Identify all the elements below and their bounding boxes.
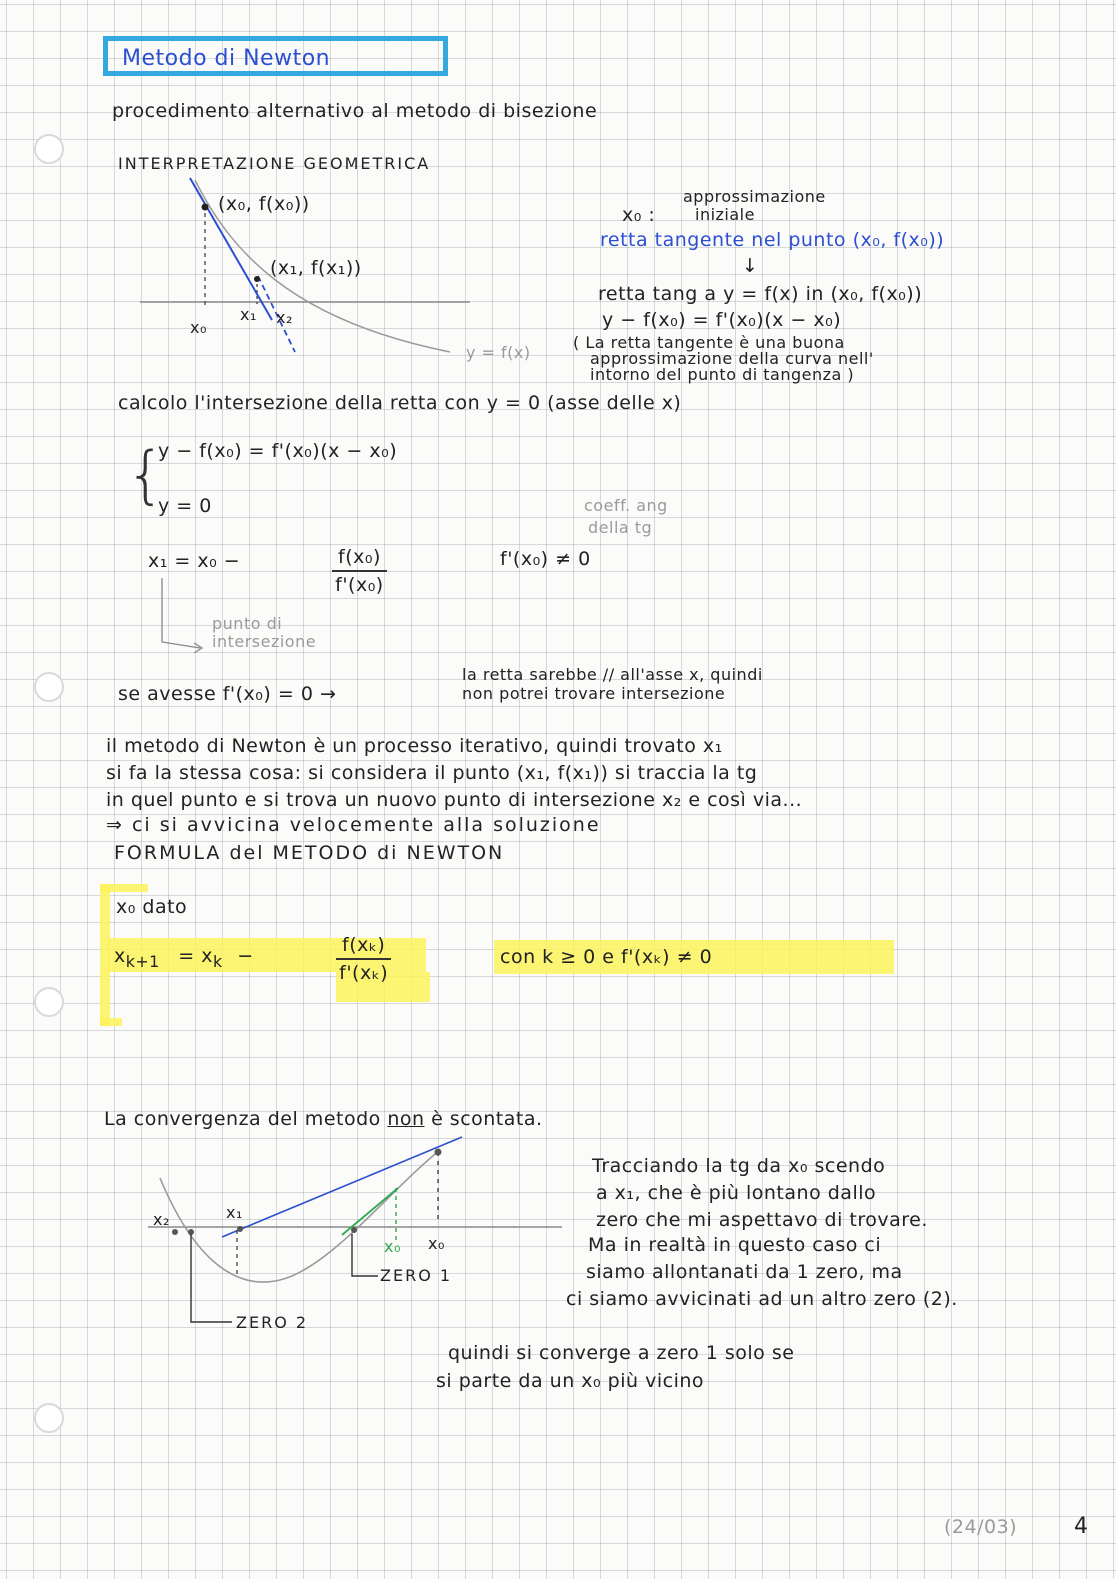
formula-lhs-x: x <box>114 945 126 967</box>
x0-desc-2: iniziale <box>695 205 755 224</box>
punto-note-2: intersezione <box>212 632 317 651</box>
x1-formula-lhs: x₁ = x₀ − <box>148 550 241 572</box>
graph2-x2-label: x₂ <box>153 1210 170 1229</box>
iterative-line-4: ⇒ ci si avvicina velocemente alla soluzione <box>106 814 601 836</box>
iterative-line-3: in quel punto e si trova un nuovo punto di intersezione x₂ e così via... <box>106 789 803 811</box>
zero2-pointer <box>191 1234 232 1322</box>
point-x0-2 <box>435 1149 442 1156</box>
tangent-note-2: approssimazione della curva nell' <box>590 349 874 368</box>
x1-formula-den: f'(x₀) <box>335 574 384 596</box>
formula-lhs-sub: k+1 <box>125 951 160 971</box>
graph2-x1-label: x₁ <box>226 1203 243 1222</box>
page-title: Metodo di Newton <box>122 46 331 71</box>
page-date: (24/03) <box>944 1516 1018 1538</box>
system-brace: { <box>126 438 166 511</box>
zero2-label: ZERO 2 <box>236 1313 309 1332</box>
point-x2-2 <box>172 1229 178 1235</box>
tangent-eq: y − f(x₀) = f'(x₀)(x − x₀) <box>602 309 842 331</box>
tangent-blue-2 <box>222 1137 462 1237</box>
graph2-x0-label: x₀ <box>428 1234 445 1253</box>
graph2-x0-green-label: x₀ <box>384 1237 401 1256</box>
punto-note-1: punto di <box>212 614 283 633</box>
conclusion-line-2: si parte da un x₀ più vicino <box>436 1370 705 1392</box>
curve-2 <box>160 1150 440 1282</box>
graph2-note-2: a x₁, che è più lontano dallo <box>596 1182 877 1204</box>
if-zero-text: se avesse f'(x₀) = 0 → <box>118 683 337 705</box>
if-zero-result-2: non potrei trovare intersezione <box>462 684 726 703</box>
conclusion-line-1: quindi si converge a zero 1 solo se <box>448 1342 795 1364</box>
coeff-note-2: della tg <box>588 518 653 537</box>
point-x1-2 <box>237 1226 243 1232</box>
intersection-text: calcolo l'intersezione della retta con y = 0 (asse delle x) <box>118 392 682 414</box>
geo-heading: INTERPRETAZIONE GEOMETRICA <box>118 154 431 173</box>
graph1-x0-label: x₀ <box>190 318 207 337</box>
formula-minus: − <box>237 945 254 967</box>
graph2-note-4: Ma in realtà in questo caso ci <box>588 1234 882 1256</box>
graph1-x2-label: x₂ <box>276 308 293 327</box>
formula-num: f(xₖ) <box>336 934 391 960</box>
graph1-x1-label: x₁ <box>240 305 257 324</box>
formula-eq-sub: k <box>213 951 223 971</box>
point-zero1 <box>351 1227 357 1233</box>
convergence-text-b: è scontata. <box>424 1108 543 1130</box>
system-eq1: y − f(x₀) = f'(x₀)(x − x₀) <box>158 440 398 462</box>
coeff-note-1: coeff. ang <box>584 496 668 515</box>
graph1-curve-label: y = f(x) <box>466 343 531 362</box>
x1-formula-num: f(x₀) <box>332 546 387 572</box>
graph2-note-6: ci siamo avvicinati ad un altro zero (2). <box>566 1288 958 1310</box>
x0-label: x₀ : <box>622 204 656 226</box>
iterative-line-1: il metodo di Newton è un processo iterativo, quindi trovato x₁ <box>106 735 723 757</box>
graph2-note-5: siamo allontanati da 1 zero, ma <box>586 1261 903 1283</box>
if-zero-result-1: la retta sarebbe // all'asse x, quindi <box>462 665 763 684</box>
formula-eq: = x <box>178 945 214 967</box>
graph2-note-1: Tracciando la tg da x₀ scendo <box>592 1155 886 1177</box>
x0-desc-1: approssimazione <box>683 187 826 206</box>
system-eq2: y = 0 <box>158 495 212 517</box>
convergence-text-underlined: non <box>387 1108 425 1130</box>
graph1-p0-label: (x₀, f(x₀)) <box>218 193 310 215</box>
formula-den: f'(xₖ) <box>339 962 389 984</box>
zero1-pointer <box>352 1234 378 1276</box>
tangent-note-3: intorno del punto di tangenza ) <box>590 365 855 384</box>
down-arrow: ↓ <box>742 255 759 277</box>
iterative-line-2: si fa la stessa cosa: si considera il punto (x₁, f(x₁)) si traccia la tg <box>106 762 758 784</box>
graph2-note-3: zero che mi aspettavo di trovare. <box>596 1209 928 1231</box>
tangent-green-2 <box>342 1188 398 1235</box>
graph1-p1-label: (x₁, f(x₁)) <box>270 257 362 279</box>
formula-heading: FORMULA del METODO di NEWTON <box>114 842 505 864</box>
convergence-text-a: La convergenza del metodo <box>104 1108 388 1130</box>
tangent-note-1: ( La retta tangente è una buona <box>573 333 845 352</box>
tangent-blue-note: retta tangente nel punto (x₀, f(x₀)) <box>600 229 945 251</box>
x1-formula-cond: f'(x₀) ≠ 0 <box>500 548 591 570</box>
formula-condition: con k ≥ 0 e f'(xₖ) ≠ 0 <box>500 946 713 968</box>
intro-text: procedimento alternativo al metodo di bisezione <box>112 100 598 122</box>
formula-given: x₀ dato <box>116 896 188 918</box>
tangent-eq-text: retta tang a y = f(x) in (x₀, f(x₀)) <box>598 283 923 305</box>
page-number: 4 <box>1074 1514 1089 1539</box>
zero1-label: ZERO 1 <box>380 1266 453 1285</box>
